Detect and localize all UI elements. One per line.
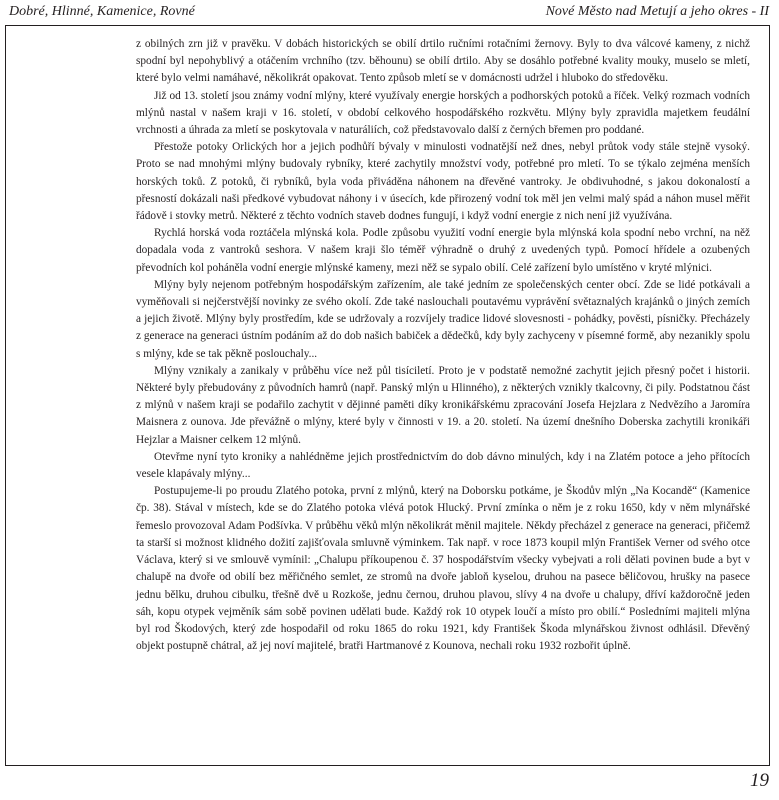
- page-number: 19: [750, 770, 769, 791]
- paragraph-8: Postupujeme-li po proudu Zlatého potoka, první z mlýnů, který na Doborsku potkáme, je Škodův mlýn „Na Kocandě“ (Kamenice čp. 38). Stával v místech, kde se do Zlatého potoka vlévá potok Hlucký. První zmínka o něm je z roku 1650, kdy v něm mlynářské řemeslo provozoval Adam Podšívka. V průběhu věků mlýn několikrát měnil majitele. Někdy přecházel z generace na generaci, přičemž ta starší si možnost klidného dožití zajišťovala smluvně výminkem. Tak např. v roce 1873 koupil mlýn František Verner od svého otce Václava, který si ve smlouvě vymínil: „Chalupu příkoupenou č. 37 hospodářstvím všecky vybejvati a roli dělati povinen bude a byt v chalupě na dvoře od obilí bez měřičného semlet, ze stromů na dvoře jabloň kyselou, druhou na pasece běličovou, hrušky na pasece jednu bělku, druhou cibulku, třešně dvě u Rozkoše, jednu černou, druhou plavou, slívy 4 na dvoře u chalupy, dříví každoročně jeden sáh, kopu otypek vejměník sám sobě povinen udělati bude. Každý rok 10 otypek loučí a místo pro obilí.“ Posledními majiteli mlýna byl rod Škodových, který zde hospodařil od roku 1865 do roku 1921, kdy František Škoda mlynářskou živnost odhlásil. Dřevěný objekt postupně chátral, až jej noví majitelé, bratři Hartmanové z Kounova, nechali roku 1932 rozbořit úplně.: [136, 485, 750, 653]
- running-header-left: Dobré, Hlinné, Kamenice, Rovné: [9, 4, 195, 19]
- paragraph-7: Otevřme nyní tyto kroniky a nahlédněme jejich prostřednictvím do dob dávno minulých, kdy i na Zlatém potoce a jeho přítocích vesele klapávaly mlýny...: [136, 450, 750, 481]
- paragraph-1: z obilných zrn již v pravěku. V dobách historických se obilí drtilo ručními rotačními žernovy. Byly to dva válcové kameny, z nichž spodní byl nepohyblivý a otáčením vrchního (tzv. běhounu) se obilí drtilo. Aby se dosáhlo potřebné kvality mouky, muselo se mletí, které bylo velmi namáhavé, několikrát opakovat. Tento způsob mletí se v domácnosti udržel i hluboko do středověku.: [136, 38, 750, 85]
- paragraph-5: Mlýny byly nejenom potřebným hospodářským zařízením, ale také jedním ze společenských center obcí. Zde se lidé potkávali a vyměňovali si nejčerstvější novinky ze svého okolí. Zde také naslouchali poutavému vyprávění světaznalých krajánků o jiných zemích a jejich životě. Mlýny byly prostředím, kde se udržovaly a rozvíjely tradice lidové slovesnosti - pohádky, pověsti, písničky. Přecházely z generace na generaci ústním podáním až do dob našich babiček a dědečků, kdy byly zachyceny v písemné formě, aby nezanikly spolu s mlýny, kde se tak pěkně poslouchaly...: [136, 278, 750, 360]
- running-header-right: Nové Město nad Metují a jeho okres - II: [545, 4, 769, 19]
- paragraph-2: Již od 13. století jsou známy vodní mlýny, které využívaly energie horských a podhorských potoků a říček. Velký rozmach vodních mlýnů nastal v našem kraji v 16. století, v období celkového hospodářského rozkvětu. Mlýny byly zpravidla majetkem feudální vrchnosti a úhrada za mletí se poskytovala v naturáliích, což představovalo další z černých břemen pro poddané.: [136, 89, 750, 137]
- paragraph-6: Mlýny vznikaly a zanikaly v průběhu více než půl tisíciletí. Proto je v podstatě nemožné zachytit jejich přesný počet i historii. Některé byly přebudovány z původních hamrů (např. Panský mlýn u Hlinného), z některých vznikly tkalcovny, či pily. Podstatnou část z mlýnů v našem kraji se podařilo zachytit v dějinné paměti díky kronikářskému zpracování Josefa Hejzlara z Nedvězího a Jaromíra Maisnera z ounova. Jde převážně o mlýny, které byly v činnosti v 19. a 20. století. Na území dnešního Doberska zachytili kronikáři Hejzlar a Maisner celkem 12 mlýnů.: [136, 364, 750, 446]
- paragraph-4: Rychlá horská voda roztáčela mlýnská kola. Podle způsobu využití vodní energie byla mlýnská kola spodní nebo vrchní, na něž dopadala voda z vantroků seshora. V našem kraji šlo téměř výhradně o druhý z uvedených typů. Pomocí hřídele a ozubených převodních kol poháněla vodní energie mlýnské kameny, mezi něž se sypalo obilí. Celé zařízení bylo umístěno v kryté mlýnici.: [136, 227, 750, 274]
- body-text: [136, 36, 750, 655]
- paragraph-3: Přestože potoky Orlických hor a jejich podhůří bývaly v minulosti vodnatější než dnes, nebyl průtok vody stále stejně vysoký. Proto se nad mnohými mlýny budovaly rybníky, které zachytily množství vody, potřebné pro mletí. To se týkalo zejména menších horských toků. Z potoků, či rybníků, byla voda přiváděna náhonem na dřevěné vantroky. Je obdivuhodné, s jakou dokonalostí a přesností dokázali naši předkové vybudovat náhony i v úsecích, kde přirozený vodní tok měl jen velmi malý spád a náhon musel měřit řádově i stovky metrů. Některé z těchto vodních staveb dodnes fungují, i když vodní energie z nich není již využívána.: [136, 141, 750, 223]
